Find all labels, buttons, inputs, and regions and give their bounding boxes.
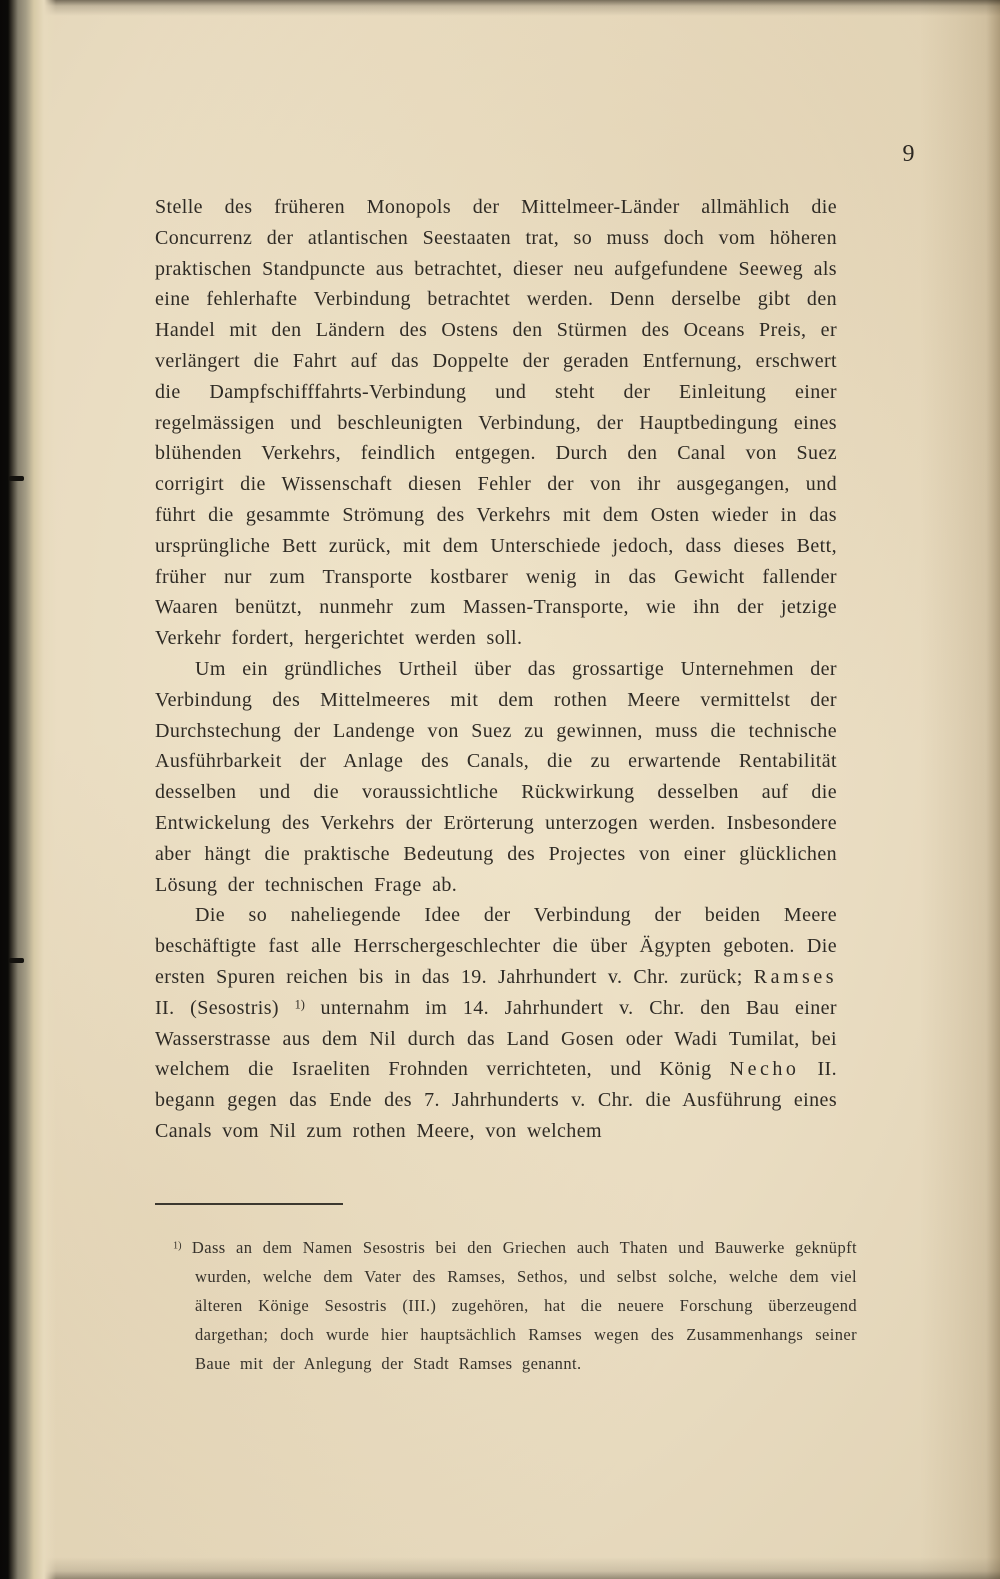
text-segment: Dass an dem Namen Sesostris bei den Griechen auch Thaten und Bauwerke geknüpft wurden, welche dem Vater des Ramses, Sethos, und selbst solche, welche dem viel älteren Könige Sesostris (III.) zugehören, hat die neuere Forschung überzeugend dargethan; doch wurde hier hauptsächlich Ramses wegen des Zusammenhangs seiner Baue mit der Anlegung der Stadt Ramses genannt. xyxy=(181,1238,857,1373)
emphasized-name: Necho xyxy=(729,1058,800,1081)
binding-stitch-mark xyxy=(9,958,24,963)
emphasized-name: Ramses xyxy=(753,965,837,988)
text-segment: Um ein gründliches Urtheil über das grossartige Unternehmen der Verbindung des Mittelmeeres mit dem rothen Meere vermittelst der Durchstechung der Landenge von Suez zu gewinnen, muss die technische Ausführbarkeit der Anlage des Canals, die zu erwartende Rentabilität desselben und die voraussichtliche Rückwirkung desselben auf die Entwickelung des Verkehrs der Erörterung unterzogen werden. Insbesondere aber hängt die praktische Bedeutung des Projectes von einer glücklichen Lösung der technischen Frage ab. xyxy=(155,657,837,896)
footnote xyxy=(173,1233,857,1378)
footnote-reference: 1) xyxy=(294,997,305,1012)
text-segment: Die so naheliegende Idee der Verbindung der beiden Meere beschäftigte fast alle Herrschergeschlechter die über Ägypten geboten. Die ersten Spuren reichen bis in das 19. Jahrhundert v. Chr. zurück; xyxy=(155,904,837,988)
paragraph xyxy=(155,654,837,900)
paragraph xyxy=(155,900,837,1146)
paragraph xyxy=(155,192,837,654)
footnote-separator xyxy=(155,1203,343,1205)
text-segment: II. (Sesostris) xyxy=(155,996,295,1019)
body-text xyxy=(155,192,837,1147)
footnote-reference: 1) xyxy=(173,1240,182,1252)
text-segment: Stelle des früheren Monopols der Mittelmeer-Länder allmählich die Concurrenz der atlantischen Seestaaten trat, so muss doch vom höheren praktischen Standpuncte aus betrachtet, dieser neu aufgefundene Seeweg als eine fehlerhafte Verbindung betrachtet werden. Denn derselbe gibt den Handel mit den Ländern des Ostens den Stürmen des Oceans Preis, er verlängert die Fahrt auf das Doppelte der geraden Entfernung, erschwert die Dampfschifffahrts-Verbindung und steht der Einleitung einer regelmässigen und beschleunigten Verbindung, der Hauptbedingung eines blühenden Verkehrs, feindlich entgegen. Durch den Canal von Suez corrigirt die Wissenschaft diesen Fehler der von ihr ausgegangen, und führt die gesammte Strömung des Verkehrs mit dem Osten wieder in das ursprüngliche Bett zurück, mit dem Unterschiede jedoch, dass dieses Bett, früher nur zum Transporte kostbarer wenig in das Gewicht fallender Waaren benützt, nunmehr zum Massen-Transporte, wie ihn der jetzige Verkehr fordert, hergerichtet werden soll. xyxy=(155,196,837,650)
text-segment: II. begann gegen das Ende des 7. Jahrhunderts v. Chr. die Ausführung eines Canals vom Nil zum rothen Meere, von welchem xyxy=(155,1058,838,1142)
binding-stitch-mark xyxy=(9,476,24,481)
page-number: 9 xyxy=(902,141,915,167)
text-segment: unternahm im 14. Jahrhundert v. Chr. den Bau einer Wasserstrasse aus dem Nil durch das Land Gosen oder Wadi Tumilat, bei welchem die Israeliten Frohnden verrichteten, und König xyxy=(155,996,837,1081)
